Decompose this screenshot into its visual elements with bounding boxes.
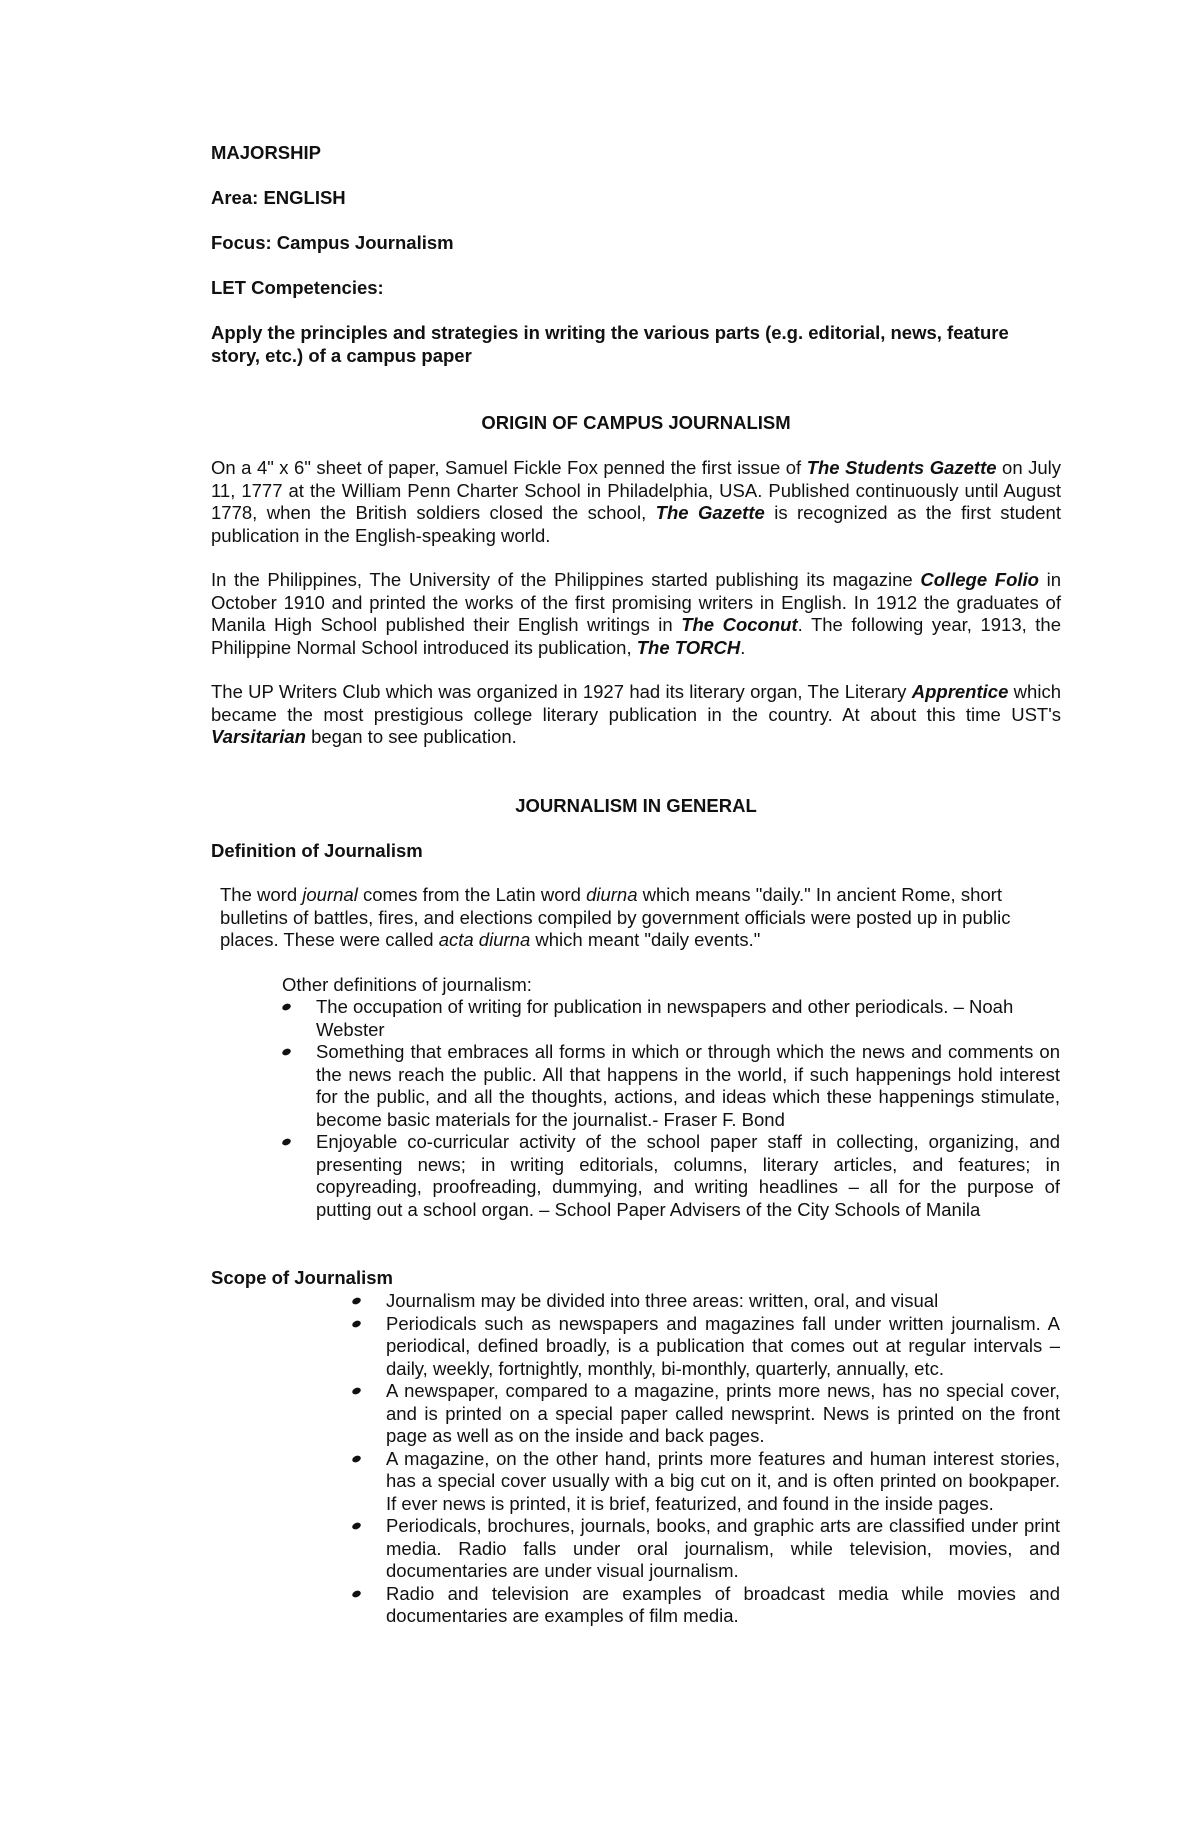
bullet-icon xyxy=(351,1589,362,1598)
torch-title: The TORCH xyxy=(636,636,741,658)
coconut-title: The Coconut xyxy=(681,614,798,635)
bullet-icon xyxy=(351,1454,362,1463)
list-item: Periodicals, brochures, journals, books, and graphic arts are classified under print media. Radio falls under oral journalism, while television, movies, and documentaries are under visual journalism. xyxy=(386,1515,1060,1583)
origin-paragraph-1: On a 4" x 6" sheet of paper, Samuel Fickle Fox penned the first issue of The Students Gazette on July 11, 1777 at the William Penn Charter School in Philadelphia, USA. Published continuously until August 1778, when the British soldiers closed the school, The Gazette is recognized as the first student publication in the English-speaking world. xyxy=(211,457,1061,546)
competency-text: Apply the principles and strategies in writing the various parts (e.g. editorial, news, feature story, etc.) of a campus paper xyxy=(211,322,1009,366)
list-item: Enjoyable co-curricular activity of the school paper staff in collecting, organizing, and presenting news; in writing editorials, columns, literary articles, and features; in copyreading, proofreading, dummying, and writing headlines – all for the purpose of putting out a school organ. – School Paper Advisers of the City Schools of Manila xyxy=(316,1131,1060,1221)
let-competencies-label: LET Competencies: xyxy=(211,277,384,298)
bullet-icon xyxy=(351,1296,362,1305)
varsitarian-title: Varsitarian xyxy=(211,726,306,747)
definition-paragraph: The word journal comes from the Latin word diurna which means "daily." In ancient Rome, short bulletins of battles, fires, and elections compiled by government officials were posted up in public places. These were called acta diurna which meant "daily events." xyxy=(220,884,1011,950)
list-item: The occupation of writing for publication in newspapers and other periodicals. – Noah Webster xyxy=(316,996,1060,1041)
bullet-icon xyxy=(351,1319,362,1328)
definitions-list xyxy=(316,996,1060,1221)
scope-list xyxy=(386,1290,1060,1628)
apprentice-title: Apprentice xyxy=(911,681,1009,702)
journalism-general-heading: JOURNALISM IN GENERAL xyxy=(515,795,757,816)
other-definitions-intro: Other definitions of journalism: xyxy=(282,974,532,995)
scope-heading: Scope of Journalism xyxy=(211,1267,393,1288)
list-item: A magazine, on the other hand, prints more features and human interest stories, has a special cover usually with a big cut on it, and is often printed on bookpaper. If ever news is printed, it is brief, featurized, and found in the inside pages. xyxy=(386,1448,1060,1516)
bullet-icon xyxy=(351,1521,362,1530)
list-item: Radio and television are examples of broadcast media while movies and documentaries are examples of film media. xyxy=(386,1583,1060,1628)
majorship-label: MAJORSHIP xyxy=(211,142,321,163)
list-item: Periodicals such as newspapers and magazines fall under written journalism. A periodical, defined broadly, is a publication that comes out at regular intervals – daily, weekly, fortnightly, monthly, bi-monthly, quarterly, annually, etc. xyxy=(386,1313,1060,1381)
students-gazette-title: The Students Gazette xyxy=(806,457,997,478)
list-item: Journalism may be divided into three areas: written, oral, and visual xyxy=(386,1290,1060,1313)
college-folio-title: College Folio xyxy=(920,569,1039,590)
bullet-icon xyxy=(281,1137,292,1146)
origin-paragraph-3: The UP Writers Club which was organized in 1927 had its literary organ, The Literary Apprentice which became the most prestigious college literary publication in the country. At about this time UST's Varsitarian began to see publication. xyxy=(211,681,1061,747)
definition-heading: Definition of Journalism xyxy=(211,840,423,861)
bullet-icon xyxy=(351,1386,362,1395)
list-item: A newspaper, compared to a magazine, prints more news, has no special cover, and is printed on a special paper called newsprint. News is printed on the front page as well as on the inside and back pages. xyxy=(386,1380,1060,1448)
focus-label: Focus: Campus Journalism xyxy=(211,232,454,253)
origin-paragraph-2: In the Philippines, The University of the Philippines started publishing its magazine College Folio in October 1910 and printed the works of the first promising writers in English. In 1912 the graduates of Manila High School published their English writings in The Coconut. The following year, 1913, the Philippine Normal School introduced its publication, The TORCH. xyxy=(211,569,1062,658)
origin-heading: ORIGIN OF CAMPUS JOURNALISM xyxy=(481,412,791,433)
bullet-icon xyxy=(281,1002,292,1011)
list-item: Something that embraces all forms in which or through which the news and comments on the news reach the public. All that happens in the world, if such happenings hold interest for the public, and all the thoughts, actions, and ideas which these happenings stimulate, become basic materials for the journalist.- Fraser F. Bond xyxy=(316,1041,1060,1131)
area-label: Area: ENGLISH xyxy=(211,187,346,208)
bullet-icon xyxy=(281,1047,292,1056)
gazette-title: The Gazette xyxy=(655,502,765,523)
